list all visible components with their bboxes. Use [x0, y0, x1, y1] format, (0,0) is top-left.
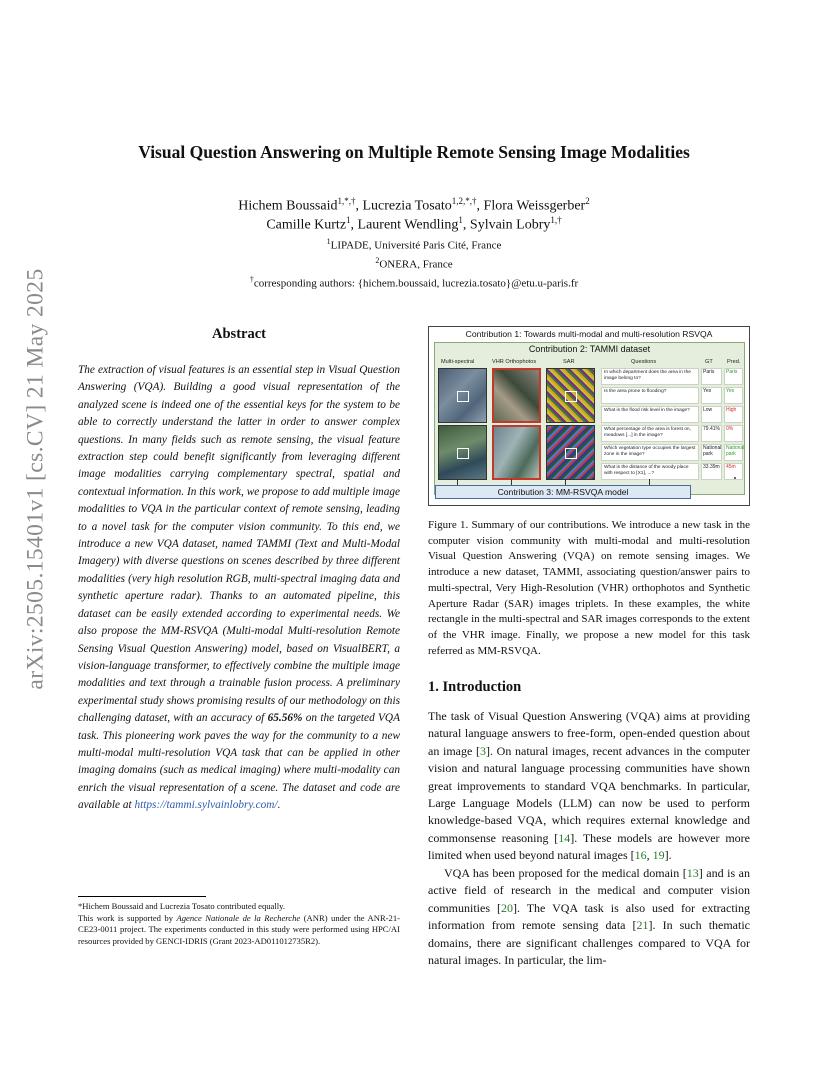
- question-2: Is the area prone to flooding?: [601, 387, 699, 404]
- question-3: What is the flood risk level in the image?: [601, 406, 699, 423]
- pred-1: Paris: [724, 368, 743, 385]
- abstract-heading: Abstract: [212, 326, 266, 342]
- affiliation-1: $^1$LIPADE, Université Paris Cité, France: [326, 237, 502, 252]
- abstract-text: The extraction of visual features is an essential step in Visual Question Answering (VQA). Building a good visual representation of the analyzed scene is indeed one of the essential keys for the system to be able to correctly understand the latter in order to answer complex questions. In many fields such as remote sensing, the visual feature extraction step could benefit significantly from leveraging different image modalities carrying complementary spectral, spatial and contextual information. In this work, we propose to add multiple image modalities to VQA in the particular context of remote sensing, leading to a novel task for the computer vision community. To this end, we introduce a new VQA dataset, named TAMMI (Text and Multi-Modal Imagery) with diverse questions on scenes described by three different modalities (very high resolution RGB, multi-spectral imaging data and synthetic aperture radar). Thanks to an automated pipeline, this dataset can be easily extended according to experimental needs. We also propose the MM-RSVQA (Multi-modal Multi-resolution Remote Sensing Visual Question Answering) model, based on VisualBERT, a vision-language transformer, to effectively combine the multiple image modalities and text through a trainable fusion process. A preliminary experimental study shows promising results of our methodology on this challenging dataset, with an accuracy of 65.56% on the targeted VQA task. This pioneering work paves the way for the community to a new multi-modal multi-resolution VQA task that can be applied in other imaging domains (such as medical imaging) where multi-modality can enrich the visual representation of a scene. The dataset and code are available at https://tammi.sylvainlobry.com/.: [78, 364, 400, 812]
- header-questions: Questions: [631, 359, 657, 365]
- contribution-2-label: Contribution 2: TAMMI dataset: [528, 344, 651, 354]
- figure-1: [428, 326, 750, 506]
- pred-5: National park: [724, 444, 743, 461]
- citation-link[interactable]: 19: [652, 848, 665, 863]
- authors-line-1: Hichem Boussaid$^{1,*,\dagger}$, Lucrezia Tosato$^{1,2,*,\dagger}$, Flora Weissgerber$^2$: [238, 196, 590, 214]
- citation-link[interactable]: 20: [500, 900, 513, 915]
- section-heading-introduction: 1. Introduction: [428, 679, 522, 695]
- tammi-dataset-panel: [434, 342, 745, 495]
- figure-caption: Figure 1. Summary of our contributions. We introduce a new task in the computer vision community with multi-modal and multi-resolution Visual Question Answering (VQA) on remote sensing images. We introduce a new dataset, TAMMI, associating question/answer pairs to multi-spectral, Very High-Resolution (VHR) orthophotos and Synthetic Aperture Radar (SAR) images triplets. In these examples, the white rectangle in the multi-spectral and SAR images corresponds to the extent of the VHR image. Finally, we propose a new model for this task referred as MM-RSVQA.: [428, 519, 750, 657]
- header-vhr: VHR Orthophotos: [492, 359, 537, 365]
- authors-line-2: Camille Kurtz$^1$, Laurent Wendling$^1$, Sylvain Lobry$^{1,\dagger}$: [266, 215, 562, 233]
- vhr-extent-rectangle: [457, 391, 469, 402]
- pred-3: High: [724, 406, 743, 423]
- affiliation-2: $^2$ONERA, France: [375, 256, 453, 271]
- gt-2: Yes: [701, 387, 722, 404]
- sar-image-1: [546, 368, 595, 423]
- footnote-support: This work is supported by Agence Nationale de la Recherche (ANR) under the ANR-21-CE23-0011 project. The experiments conducted in this study were performed using HPC/AI resources provided by GENCI-IDRIS (Grant 2023-AD011012735R2).: [78, 912, 400, 946]
- dataset-link[interactable]: https://tammi.sylvainlobry.com/: [134, 799, 278, 812]
- citation-link[interactable]: 21: [636, 918, 649, 933]
- gt-5: National park: [701, 444, 722, 461]
- vhr-image-2: [492, 425, 541, 480]
- pred-2: Yes: [724, 387, 743, 404]
- gt-4: 79.41%: [701, 425, 722, 442]
- paper-title: Visual Question Answering on Multiple Remote Sensing Image Modalities: [138, 142, 690, 162]
- citation-link[interactable]: 16: [634, 848, 647, 863]
- footnote-equal: *Hichem Boussaid and Lucrezia Tosato contributed equally.: [78, 901, 286, 911]
- footnote-rule: [78, 896, 206, 897]
- question-1: In which department does the area in the image belong to?: [601, 368, 699, 385]
- intro-paragraph-2: VQA has been proposed for the medical domain [13] and is an active field of research in the medical and computer vision communities [20]. The VQA task is also used for extracting information from remote sensing data [21]. In such thematic domains, there are significant challenges compared to VQA for natural images. In particular, the lim-: [428, 866, 751, 968]
- citation-link[interactable]: 13: [686, 866, 699, 880]
- gt-6: 33.39m: [701, 463, 722, 480]
- header-sar: SAR: [563, 359, 575, 365]
- citation-link[interactable]: 3: [480, 743, 486, 758]
- question-4: What percentage of the area is forest on, meadows [...] in the image?: [601, 425, 699, 442]
- footnotes: [78, 901, 400, 947]
- gt-3: Low: [701, 406, 722, 423]
- citation-link[interactable]: 14: [558, 830, 571, 845]
- question-5: Which vegetation type occupies the largest zone in the image?: [601, 444, 699, 461]
- contribution-3-label: Contribution 3: MM-RSVQA model: [435, 485, 691, 499]
- multispectral-image-2: [438, 425, 487, 480]
- pred-6: 45m: [724, 463, 743, 480]
- intro-paragraph-1: The task of Visual Question Answering (VQA) aims at providing natural language answers to free-form, open-ended question about an image [3]. On natural images, recent advances in the computer vision and natural language processing communities have shown great improvements to standard VQA benchmarks. In particular, Large Language Models (LLM) can now be used to perform knowledge-based VQA, which requires external knowledge and commonsense reasoning [14]. These models are however more limited when used beyond natural images [16, 19].: [428, 709, 750, 863]
- sar-image-2: [546, 425, 595, 480]
- header-multispectral: Multi-spectral: [441, 359, 475, 365]
- pred-4: 0%: [724, 425, 743, 442]
- contribution-1-label: Contribution 1: Towards multi-modal and multi-resolution RSVQA: [465, 329, 713, 339]
- vhr-image-1: [492, 368, 541, 423]
- vhr-extent-rectangle: [565, 391, 577, 402]
- vhr-extent-rectangle: [457, 448, 469, 459]
- vhr-extent-rectangle: [565, 448, 577, 459]
- arxiv-watermark: arXiv:2505.15401v1 [cs.CV] 21 May 2025: [22, 268, 49, 690]
- dot-marker: [734, 477, 736, 479]
- corresponding-authors: †corresponding authors: {hichem.boussaid, lucrezia.tosato}@etu.u-paris.fr: [249, 275, 579, 290]
- header-pred: Pred.: [727, 359, 741, 365]
- question-6: What is the distance of the woody place with respect to [X1], ...?: [601, 463, 699, 480]
- header-gt: GT: [705, 359, 713, 365]
- gt-1: Paris: [701, 368, 722, 385]
- multispectral-image-1: [438, 368, 487, 423]
